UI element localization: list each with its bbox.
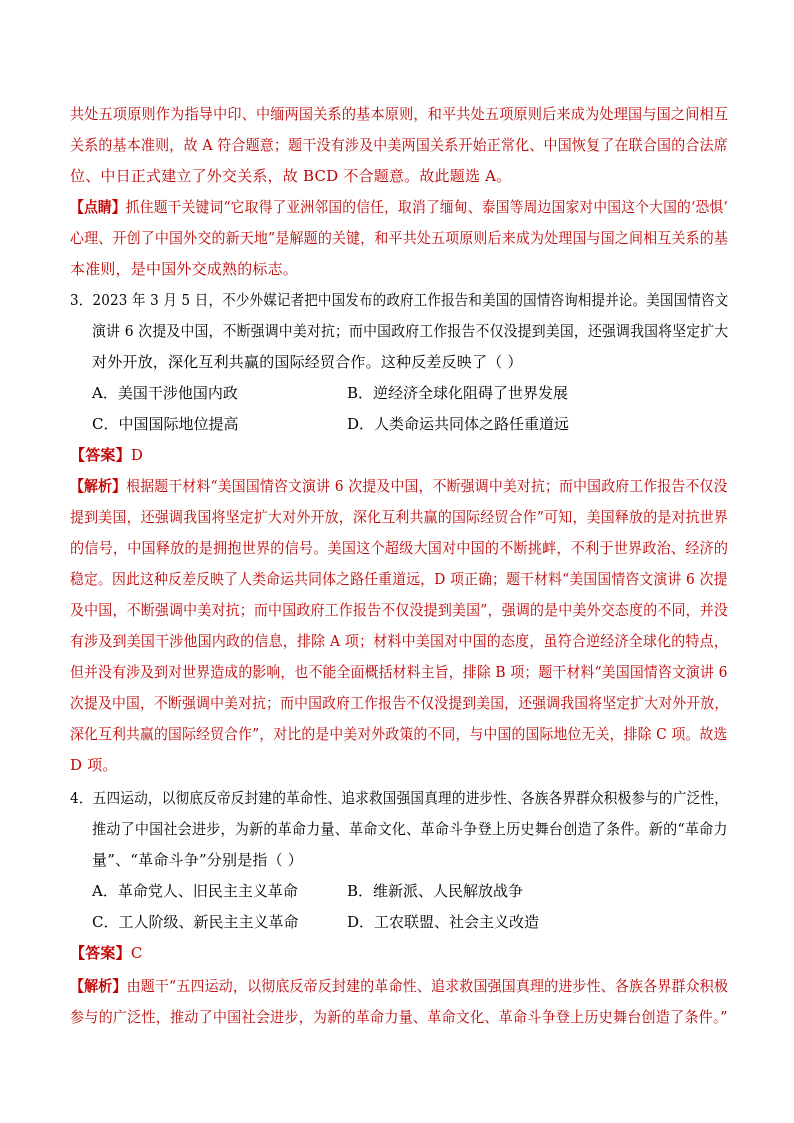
question-3-stem: 3．2023 年 3 月 5 日，不少外媒记者把中国发布的政府工作报告和美国的国情咨询相提并论。美国国情咨文 [70, 291, 729, 309]
question-4-answer [70, 943, 143, 963]
text-line: 参与的广泛性，推动了中国社会进步，为新的革命力量、革命文化、革命斗争登上历史舞台创造了条件。” [70, 1008, 728, 1026]
text-line: 稳定。因此这种反差反映了人类命运共同体之路任重道远，D 项正确；题干材料“美国国情咨文演讲 6 次提 [70, 570, 728, 588]
analysis-text: 根据题干材料“美国国情咨文演讲 6 次提及中国，不断强调中美对抗；而中国政府工作报告不仅没 [126, 477, 728, 495]
question-3-stem-line: 演讲 6 次提及中国，不断强调中美对抗；而中国政府工作报告不仅没提到美国，还强调我国将坚定扩大 [92, 322, 729, 340]
answer-tag: 【答案】 [70, 446, 131, 464]
question-4-option-b: B．维新派、人民解放战争 [347, 882, 524, 900]
question-3-answer [70, 445, 143, 465]
text-line: 及中国，不断强调中美对抗；而中国政府工作报告不仅没提到美国”，强调的是中美外交态度的不同，并没 [70, 601, 729, 619]
analysis-tag: 【解析】 [70, 977, 127, 995]
text-line: 次提及中国，不断强调中美对抗；而中国政府工作报告不仅没提到美国，还强调我国将坚定扩大对外开放， [70, 694, 729, 712]
question-4-stem-line: 量”、“革命斗争”分别是指（ ） [92, 851, 303, 869]
question-3-option-a: A．美国干涉他国内政 [92, 384, 238, 402]
question-3-option-c: C．中国国际地位提高 [92, 415, 239, 433]
question-4-stem: 4．五四运动，以彻底反帝反封建的革命性、追求救国强国真理的进步性、各族各界群众积极参与的广泛性， [70, 789, 729, 807]
answer-value: D [130, 446, 144, 464]
text-line: 但并没有涉及到对世界造成的影响，也不能全面概括材料主旨，排除 B 项；题干材料“美国国情咨文演讲 6 [70, 663, 728, 681]
text-line: 心理、开创了中国外交的新天地”是解题的关键，和平共处五项原则后来成为处理国与国之间相互关系的基 [70, 229, 729, 247]
question-3-analysis [70, 476, 728, 496]
analysis-text: 由题干“五四运动，以彻底反帝反封建的革命性、追求救国强国真理的进步性、各族各界群众积极 [126, 977, 729, 995]
question-4-option-d: D．工农联盟、社会主义改造 [347, 913, 540, 931]
answer-value: C [130, 944, 143, 962]
question-3-option-b: B．逆经济全球化阻碍了世界发展 [347, 384, 569, 402]
text-line: 提到美国，还强调我国将坚定扩大对外开放，深化互利共赢的国际经贸合作”可知，美国释放的是对抗世界 [70, 508, 729, 526]
answer-tag: 【答案】 [70, 944, 131, 962]
question-4-option-a: A．革命党人、旧民主主义革命 [92, 882, 298, 900]
question-4-analysis [70, 976, 728, 996]
question-3-stem-line: 对外开放，深化互利共赢的国际经贸合作。这种反差反映了（ ） [92, 353, 523, 371]
text-line: 的信号，中国释放的是拥抱世界的信号。美国这个超级大国对中国的不断挑衅，不利于世界政治、经济的 [70, 539, 729, 557]
text-line: 深化互利共赢的国际经贸合作”，对比的是中美对外政策的不同，与中国的国际地位无关，排除 C 项。故选 [70, 725, 728, 743]
question-4-option-c: C．工人阶级、新民主主义革命 [92, 913, 299, 931]
text-line: 共处五项原则作为指导中印、中缅两国关系的基本原则，和平共处五项原则后来成为处理国与国之间相互 [70, 105, 729, 123]
question-3-option-d: D．人类命运共同体之路任重道远 [347, 415, 570, 433]
question-4-stem-line: 推动了中国社会进步，为新的革命力量、革命文化、革命斗争登上历史舞台创造了条件。新的“革命力 [92, 820, 728, 838]
text-line: 位、中日正式建立了外交关系，故 BCD 不合题意。故此题选 A。 [70, 167, 512, 185]
dianjing-tag: 【点睛】 [70, 198, 126, 216]
dianjing-line [70, 197, 728, 217]
analysis-tag: 【解析】 [70, 477, 127, 495]
text-line: 本准则，是中国外交成熟的标志。 [70, 260, 299, 278]
dianjing-text: 抓住题干关键词“它取得了亚洲邻国的信任，取消了缅甸、泰国等周边国家对中国这个大国的‘恐惧’ [125, 198, 729, 216]
text-line: 有涉及到美国干涉他国内政的信息，排除 A 项；材料中美国对中国的态度，虽符合逆经济全球化的特点， [70, 632, 728, 650]
text-line: 关系的基本准则，故 A 符合题意；题干没有涉及中美两国关系开始正常化、中国恢复了在联合国的合法席 [70, 136, 728, 154]
text-line: D 项。 [70, 756, 118, 774]
